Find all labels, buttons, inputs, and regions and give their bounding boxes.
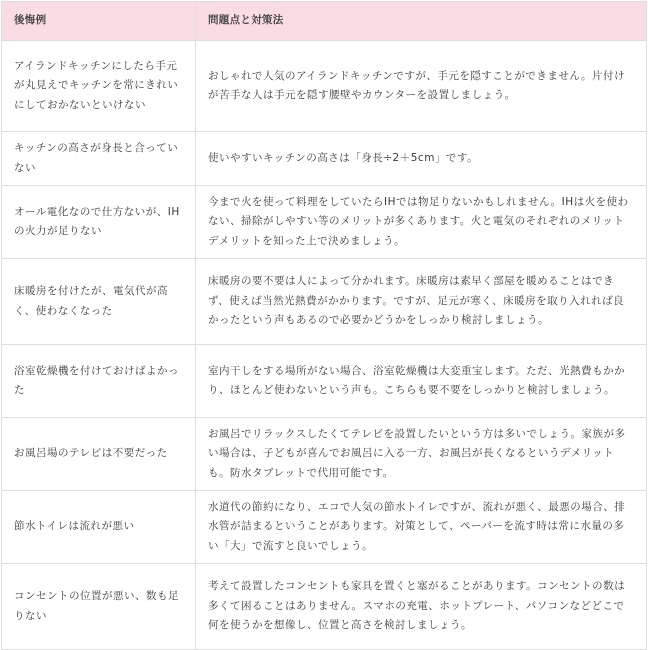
cell-solution: おしゃれで人気のアイランドキッチンですが、手元を隠すことができません。片付けが苦手な人は手元を隠す腰壁やカウンターを設置しましょう。 <box>196 41 647 132</box>
cell-solution: 考えて設置したコンセントも家具を置くと塞がることがあります。コンセントの数は多くて困ることはありません。スマホの充電、ホットプレート、パソコンなどどこで何を使うかを想像し、位置と高さを検討しましょう。 <box>196 564 647 650</box>
cell-example: お風呂場のテレビは不要だった <box>2 418 196 491</box>
table-row <box>2 259 647 345</box>
table-row <box>2 132 647 186</box>
header-solution: 問題点と対策法 <box>196 2 647 41</box>
table-row <box>2 41 647 132</box>
cell-solution: 床暖房の要不要は人によって分かれます。床暖房は素早く部屋を暖めることはできず、使えば当然光熱費がかかります。ですが、足元が寒く、床暖房を取り入れれば良かったという声もあるので必要かどうかをしっかり検討しましょう。 <box>196 259 647 345</box>
table-row <box>2 186 647 259</box>
cell-solution: 使いやすいキッチンの高さは「身長÷2＋5cm」です。 <box>196 132 647 186</box>
cell-solution: 水道代の節約になり、エコで人気の節水トイレですが、流れが悪く、最悪の場合、排水管が詰まるということがあります。対策として、ペーパーを流す時は常に水量の多い「大」で流すと良いでしょう。 <box>196 491 647 564</box>
cell-example: 床暖房を付けたが、電気代が高く、使わなくなった <box>2 259 196 345</box>
table-row <box>2 345 647 418</box>
regret-table <box>1 1 647 650</box>
cell-example: アイランドキッチンにしたら手元が丸見えでキッチンを常にきれいにしておかないといけない <box>2 41 196 132</box>
cell-example: コンセントの位置が悪い、数も足りない <box>2 564 196 650</box>
header-example: 後悔例 <box>2 2 196 41</box>
cell-solution: 今まで火を使って料理をしていたらIHでは物足りないかもしれません。IHは火を使わない、掃除がしやすい等のメリットが多くあります。火と電気のそれぞれのメリットデメリットを知った上で決めましょう。 <box>196 186 647 259</box>
table-row <box>2 418 647 491</box>
table-row <box>2 564 647 650</box>
cell-solution: お風呂でリラックスしたくてテレビを設置したいという方は多いでしょう。家族が多い場合は、子どもが喜んでお風呂に入る一方、お風呂が長くなるというデメリットも。防水タブレットで代用可能です。 <box>196 418 647 491</box>
cell-solution: 室内干しをする場所がない場合、浴室乾燥機は大変重宝します。ただ、光熱費もかかり、ほとんど使わないという声も。こちらも要不要をしっかりと検討しましょう。 <box>196 345 647 418</box>
cell-example: オール電化なので仕方ないが、IHの火力が足りない <box>2 186 196 259</box>
table-row <box>2 491 647 564</box>
cell-example: 浴室乾燥機を付けておけばよかった <box>2 345 196 418</box>
cell-example: 節水トイレは流れが悪い <box>2 491 196 564</box>
table-header-row <box>2 2 647 41</box>
cell-example: キッチンの高さが身長と合っていない <box>2 132 196 186</box>
